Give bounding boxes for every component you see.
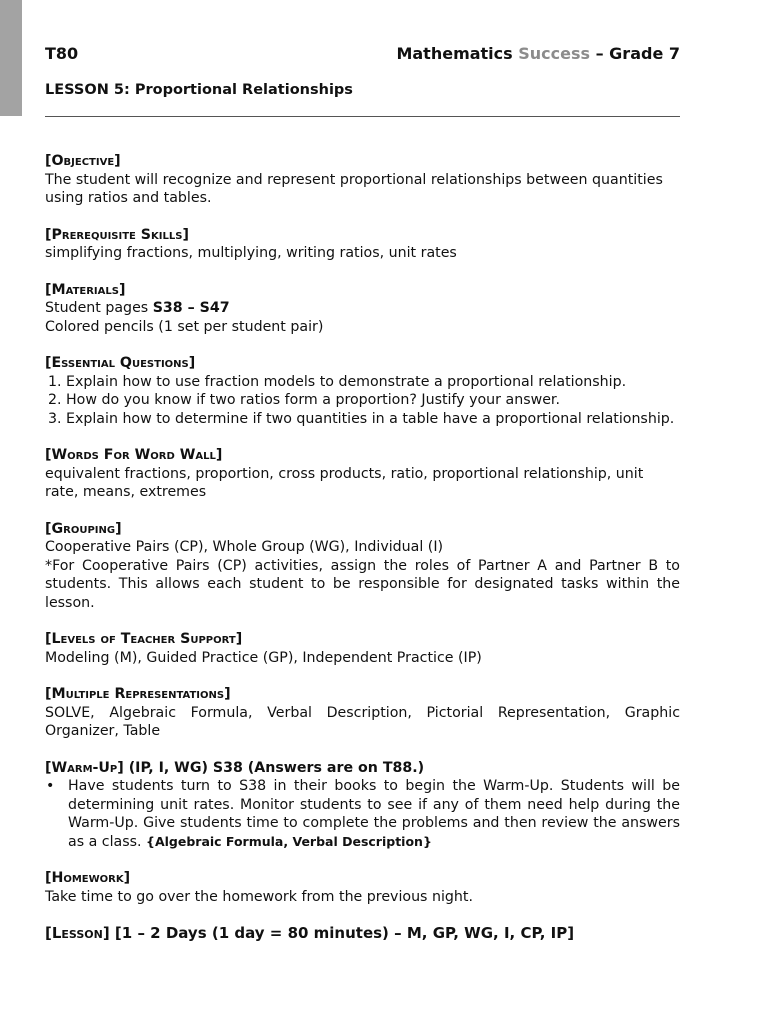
teacher-support-section (45, 630, 680, 667)
materials-student-pages: Student pages S38 – S47 (45, 300, 230, 316)
homework-section (45, 869, 680, 906)
lesson-title: LESSON 5: Proportional Relationships (45, 82, 353, 98)
representations-heading: [Multiple Representations] (45, 686, 231, 702)
grouping-section (45, 520, 680, 613)
warmup-instructions: Have students turn to S38 in their books to begin the Warm-Up. Students will be determining unit rates. Monitor students to see if any of them need help during the Warm-Up. Give students time to complete the problems and then review the answers as a class. (68, 778, 680, 850)
essential-questions-list (45, 373, 680, 429)
objective-heading: [Objective] (45, 153, 121, 169)
warmup-section (45, 759, 680, 852)
teacher-support-heading: [Levels of Teacher Support] (45, 631, 243, 647)
prerequisite-section (45, 226, 680, 263)
warmup-tag: {Algebraic Formula, Verbal Description} (146, 833, 432, 849)
homework-heading: [Homework] (45, 870, 131, 886)
essential-questions-heading: [Essential Questions] (45, 355, 196, 371)
lesson-heading: [Lesson] [1 – 2 Days (1 day = 80 minutes) – M, GP, WG, I, CP, IP] (45, 924, 575, 942)
grouping-note: *For Cooperative Pairs (CP) activities, assign the roles of Partner A and Partner B to students. This allows each student to be responsible for designated tasks within the lesson. (45, 557, 680, 611)
teacher-support-text: Modeling (M), Guided Practice (GP), Independent Practice (IP) (45, 649, 482, 666)
grouping-heading: [Grouping] (45, 520, 122, 537)
lesson-section (45, 924, 680, 943)
prerequisite-heading: [Prerequisite Skills] (45, 226, 189, 243)
list-item: 3. Explain how to determine if two quantities in a table have a proportional relationship. (66, 410, 680, 429)
objective-text: The student will recognize and represent proportional relationships between quantities using ratios and tables. (45, 171, 663, 206)
warmup-heading: [Warm-Up] (IP, I, WG) S38 (Answers are on T88.) (45, 759, 425, 776)
side-tab-marker (0, 0, 22, 116)
materials-page-range: S38 – S47 (152, 300, 230, 316)
book-title (396, 44, 680, 63)
bullet-icon: • (46, 778, 55, 794)
book-title-accent: Success (518, 44, 591, 63)
book-title-suffix: – Grade 7 (590, 44, 680, 63)
representations-text: SOLVE, Algebraic Formula, Verbal Description, Pictorial Representation, Graphic Organizer, Table (45, 704, 680, 739)
warmup-list (45, 777, 680, 851)
list-item (46, 777, 680, 851)
page-number: T80 (45, 44, 79, 63)
lesson-content (45, 152, 680, 961)
materials-pencils: Colored pencils (1 set per student pair) (45, 318, 324, 335)
materials-section (45, 281, 680, 337)
list-item: 2. How do you know if two ratios form a proportion? Justify your answer. (66, 391, 680, 410)
prerequisite-text: simplifying fractions, multiplying, writing ratios, unit rates (45, 245, 457, 261)
list-item: 1. Explain how to use fraction models to demonstrate a proportional relationship. (66, 373, 680, 392)
word-wall-section (45, 446, 680, 502)
page-header (45, 44, 680, 64)
word-wall-text: equivalent fractions, proportion, cross products, ratio, proportional relationship, unit rate, means, extremes (45, 465, 644, 500)
grouping-types: Cooperative Pairs (CP), Whole Group (WG), Individual (I) (45, 539, 444, 555)
materials-heading: [Materials] (45, 281, 126, 298)
representations-section (45, 685, 680, 741)
essential-questions-section (45, 354, 680, 428)
objective-section (45, 152, 680, 208)
book-title-prefix: Mathematics (396, 44, 519, 63)
header-divider (45, 116, 680, 117)
word-wall-heading: [Words For Word Wall] (45, 447, 223, 463)
homework-text: Take time to go over the homework from the previous night. (45, 888, 473, 905)
